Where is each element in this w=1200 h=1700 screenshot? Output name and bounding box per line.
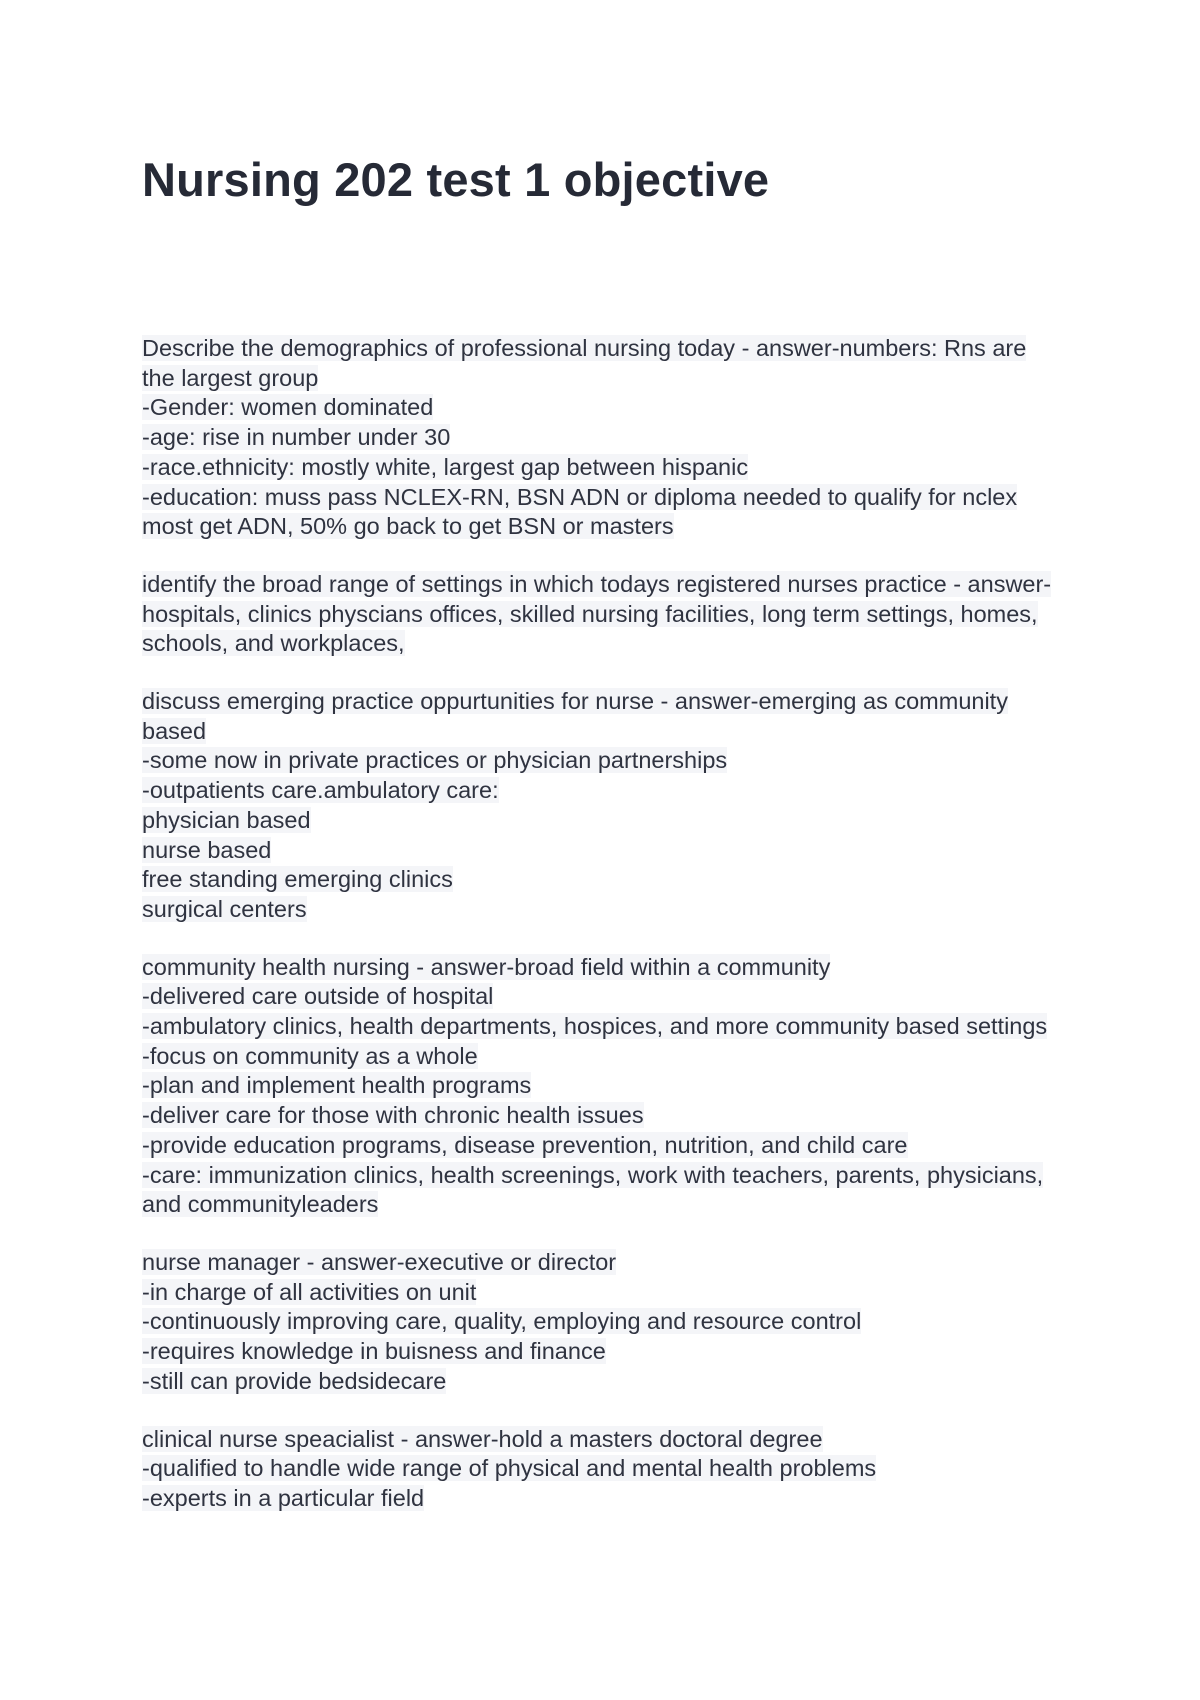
- qa-line: -age: rise in number under 30: [142, 424, 451, 451]
- qa-line: -still can provide bedsidecare: [142, 1367, 447, 1394]
- qa-line: surgical centers: [142, 895, 307, 922]
- qa-line: free standing emerging clinics: [142, 866, 453, 893]
- qa-line: -care: immunization clinics, health screenings, work with teachers, parents, physicians,: [142, 1161, 1044, 1188]
- qa-line: schools, and workplaces,: [142, 630, 405, 657]
- qa-line: based: [142, 717, 207, 744]
- qa-line: -in charge of all activities on unit: [142, 1278, 477, 1305]
- qa-line: -ambulatory clinics, health departments, hospices, and more community based settings: [142, 1013, 1048, 1040]
- qa-entry-nurse-manager: [142, 1248, 1062, 1397]
- qa-line: -outpatients care.ambulatory care:: [142, 777, 499, 804]
- qa-line: -deliver care for those with chronic health issues: [142, 1102, 644, 1129]
- qa-line: most get ADN, 50% go back to get BSN or masters: [142, 513, 674, 540]
- qa-line: and communityleaders: [142, 1191, 379, 1218]
- qa-line: -requires knowledge in buisness and finance: [142, 1338, 606, 1365]
- qa-entry-emerging-practice: [142, 687, 1062, 925]
- qa-line: discuss emerging practice oppurtunities for nurse - answer-emerging as community: [142, 688, 1008, 715]
- qa-line: community health nursing - answer-broad field within a community: [142, 953, 831, 980]
- qa-entry-clinical-nurse-specialist: [142, 1425, 1062, 1514]
- qa-line: -education: muss pass NCLEX-RN, BSN ADN or diploma needed to qualify for nclex: [142, 483, 1018, 510]
- qa-line: -provide education programs, disease prevention, nutrition, and child care: [142, 1131, 908, 1158]
- qa-line: -some now in private practices or physician partnerships: [142, 747, 728, 774]
- qa-line: nurse based: [142, 836, 272, 863]
- qa-line: nurse manager - answer-executive or director: [142, 1248, 617, 1275]
- qa-line: -qualified to handle wide range of physical and mental health problems: [142, 1455, 877, 1482]
- qa-line: -race.ethnicity: mostly white, largest gap between hispanic: [142, 453, 749, 480]
- qa-line: Describe the demographics of professional nursing today - answer-numbers: Rns are: [142, 335, 1027, 361]
- qa-line: -delivered care outside of hospital: [142, 983, 494, 1010]
- qa-entry-settings: [142, 570, 1062, 659]
- page-title: Nursing 202 test 1 objective: [142, 153, 770, 206]
- qa-line: -experts in a particular field: [142, 1484, 425, 1511]
- qa-list: [142, 334, 1062, 1542]
- qa-line: physician based: [142, 806, 311, 833]
- qa-entry-demographics: [142, 334, 1062, 542]
- qa-line: identify the broad range of settings in which todays registered nurses practice - answer-: [142, 570, 1052, 597]
- qa-line: -focus on community as a whole: [142, 1042, 478, 1069]
- qa-line: hospitals, clinics physcians offices, skilled nursing facilities, long term settings, homes,: [142, 600, 1038, 627]
- qa-line: -continuously improving care, quality, employing and resource control: [142, 1308, 862, 1335]
- qa-line: the largest group: [142, 364, 319, 391]
- qa-entry-community-health: [142, 953, 1062, 1220]
- qa-line: -Gender: women dominated: [142, 394, 434, 421]
- qa-line: clinical nurse speacialist - answer-hold a masters doctoral degree: [142, 1425, 823, 1452]
- qa-line: -plan and implement health programs: [142, 1072, 532, 1099]
